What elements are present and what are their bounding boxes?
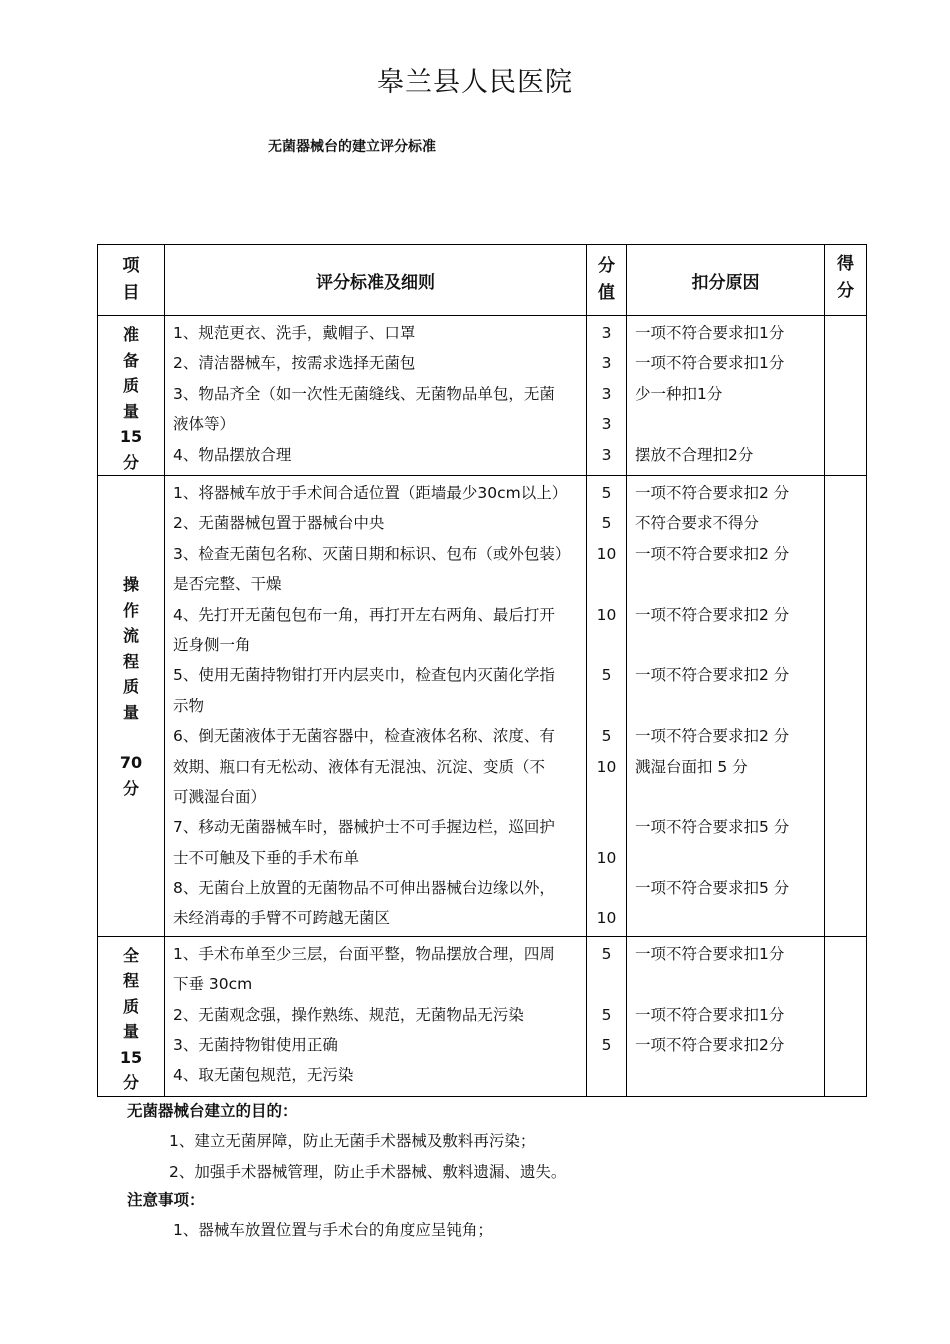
criteria-line: 未经消毒的手臂不可跨越无菌区 <box>173 909 391 928</box>
points-value: 5 <box>601 727 612 746</box>
points-value <box>587 569 626 599</box>
criteria-line: 4、取无菌包规范，无污染 <box>173 1066 354 1085</box>
deduction-cell <box>627 316 825 476</box>
deduction-cell <box>627 476 825 937</box>
points-value: 5 <box>601 484 612 502</box>
criteria-line: 示物 <box>173 696 205 715</box>
header-deduction: 扣分原因 <box>627 245 825 316</box>
points-value: 5 <box>601 666 612 685</box>
purpose-item: 2、加强手术器械管理，防止手术器械、敷料遗漏、遗失。 <box>169 1163 567 1181</box>
deduction-line: 一项不符合要求扣1分 <box>635 1005 785 1024</box>
points-value <box>587 812 626 842</box>
deduction-line: 一项不符合要求扣2 分 <box>635 727 790 746</box>
header-points: 分 值 <box>587 245 627 316</box>
score-cell[interactable] <box>825 476 867 937</box>
deduction-line: 一项不符合要求扣5 分 <box>635 879 790 898</box>
deduction-line <box>635 409 818 439</box>
points-value: 3 <box>601 324 612 342</box>
points-cell <box>587 936 627 1096</box>
table-header-row <box>98 245 867 316</box>
criteria-line: 1、手术布单至少三层，台面平整，物品摆放合理，四周 <box>173 944 555 963</box>
deduction-line <box>635 843 818 873</box>
points-value <box>587 630 626 660</box>
scoring-table <box>97 244 867 1097</box>
points-value: 3 <box>601 384 612 403</box>
points-value: 10 <box>596 909 617 928</box>
deduction-line: 一项不符合要求扣2 分 <box>635 666 790 685</box>
criteria-line: 士不可触及下垂的手术布单 <box>173 848 360 867</box>
criteria-cell <box>165 476 587 937</box>
points-value <box>587 1060 626 1090</box>
header-item: 项 目 <box>98 245 165 316</box>
section-label: 操 作 流 程 质 量 70 分 <box>98 476 165 937</box>
criteria-line: 8、无菌台上放置的无菌物品不可伸出器械台边缘以外， <box>173 879 555 898</box>
deduction-line: 不符合要求不得分 <box>635 514 760 533</box>
score-cell[interactable] <box>825 936 867 1096</box>
points-value: 3 <box>601 415 612 434</box>
points-value: 5 <box>601 514 612 533</box>
points-value: 5 <box>601 1036 612 1055</box>
deduction-line <box>635 691 818 721</box>
deduction-line <box>635 969 818 999</box>
notes-section <box>127 1186 493 1246</box>
section-operation-row <box>98 476 867 937</box>
criteria-line: 1、将器械车放于手术间合适位置（距墙最少30cm以上） <box>173 484 568 502</box>
criteria-line: 4、物品摆放合理 <box>173 445 292 464</box>
points-cell <box>587 476 627 937</box>
purpose-section <box>127 1096 566 1188</box>
section-preparation-row <box>98 316 867 476</box>
points-value <box>587 782 626 812</box>
criteria-line: 7、移动无菌器械车时，器械护士不可手握边栏，巡回护 <box>173 818 555 837</box>
deduction-line: 一项不符合要求扣1分 <box>635 324 785 342</box>
deduction-line <box>635 569 818 599</box>
points-value: 10 <box>596 544 617 563</box>
criteria-cell <box>165 316 587 476</box>
points-value: 10 <box>596 605 617 624</box>
criteria-line: 效期、瓶口有无松动、液体有无混浊、沉淀、变质（不 <box>173 757 546 776</box>
deduction-line: 一项不符合要求扣2 分 <box>635 484 790 502</box>
points-value: 3 <box>601 354 612 373</box>
deduction-line: 一项不符合要求扣2 分 <box>635 605 790 624</box>
points-value <box>587 873 626 903</box>
points-cell <box>587 316 627 476</box>
deduction-line <box>635 1060 818 1090</box>
criteria-line: 是否完整、干燥 <box>173 575 282 594</box>
score-cell[interactable] <box>825 316 867 476</box>
deduction-line: 溅湿台面扣 5 分 <box>635 757 748 776</box>
purpose-item: 1、建立无菌屏障，防止无菌手术器械及敷料再污染； <box>169 1132 536 1150</box>
purpose-heading: 无菌器械台建立的目的： <box>127 1102 298 1120</box>
deduction-line: 一项不符合要求扣1分 <box>635 354 785 373</box>
criteria-line: 2、清洁器械车，按需求选择无菌包 <box>173 354 416 373</box>
deduction-cell <box>627 936 825 1096</box>
header-criteria: 评分标准及细则 <box>165 245 587 316</box>
deduction-line: 一项不符合要求扣2分 <box>635 1036 785 1055</box>
criteria-line: 3、物品齐全（如一次性无菌缝线、无菌物品单包，无菌 <box>173 384 555 403</box>
criteria-line: 5、使用无菌持物钳打开内层夹巾，检查包内灭菌化学指 <box>173 666 555 685</box>
criteria-line: 近身侧一角 <box>173 635 251 654</box>
deduction-line <box>635 903 818 933</box>
points-value <box>587 691 626 721</box>
document-subtitle: 无菌器械台的建立评分标准 <box>268 139 436 155</box>
deduction-line: 少一种扣1分 <box>635 384 723 403</box>
section-overall-row <box>98 936 867 1096</box>
criteria-line: 2、无菌观念强，操作熟练、规范，无菌物品无污染 <box>173 1005 524 1024</box>
criteria-line: 可溅湿台面） <box>173 787 267 806</box>
criteria-line: 液体等） <box>173 415 236 434</box>
notes-heading: 注意事项： <box>127 1191 205 1209</box>
criteria-line: 2、无菌器械包置于器械台中央 <box>173 514 385 533</box>
header-score: 得 分 <box>825 245 867 316</box>
deduction-line: 一项不符合要求扣2 分 <box>635 544 790 563</box>
deduction-line <box>635 630 818 660</box>
points-value <box>587 969 626 999</box>
criteria-line: 1、规范更衣、洗手，戴帽子、口罩 <box>173 324 416 342</box>
notes-item: 1、器械车放置位置与手术台的角度应呈钝角； <box>173 1221 493 1239</box>
criteria-line: 下垂 30cm <box>173 975 253 994</box>
criteria-cell <box>165 936 587 1096</box>
criteria-line: 3、检查无菌包名称、灭菌日期和标识、包布（或外包装） <box>173 544 571 563</box>
points-value: 3 <box>601 445 612 464</box>
points-value: 10 <box>596 757 617 776</box>
deduction-line: 一项不符合要求扣5 分 <box>635 818 790 837</box>
points-value: 5 <box>601 944 612 963</box>
criteria-line: 6、倒无菌液体于无菌容器中，检查液体名称、浓度、有 <box>173 727 555 746</box>
deduction-line: 摆放不合理扣2分 <box>635 445 754 464</box>
points-value: 5 <box>601 1005 612 1024</box>
criteria-line: 4、先打开无菌包包布一角，再打开左右两角、最后打开 <box>173 605 555 624</box>
section-label: 准 备 质 量 15 分 <box>98 316 165 476</box>
document-title: 皋兰县人民医院 <box>377 67 573 98</box>
deduction-line: 一项不符合要求扣1分 <box>635 944 785 963</box>
section-label: 全 程 质 量 15 分 <box>98 936 165 1096</box>
deduction-line <box>635 782 818 812</box>
points-value: 10 <box>596 848 617 867</box>
criteria-line: 3、无菌持物钳使用正确 <box>173 1036 338 1055</box>
